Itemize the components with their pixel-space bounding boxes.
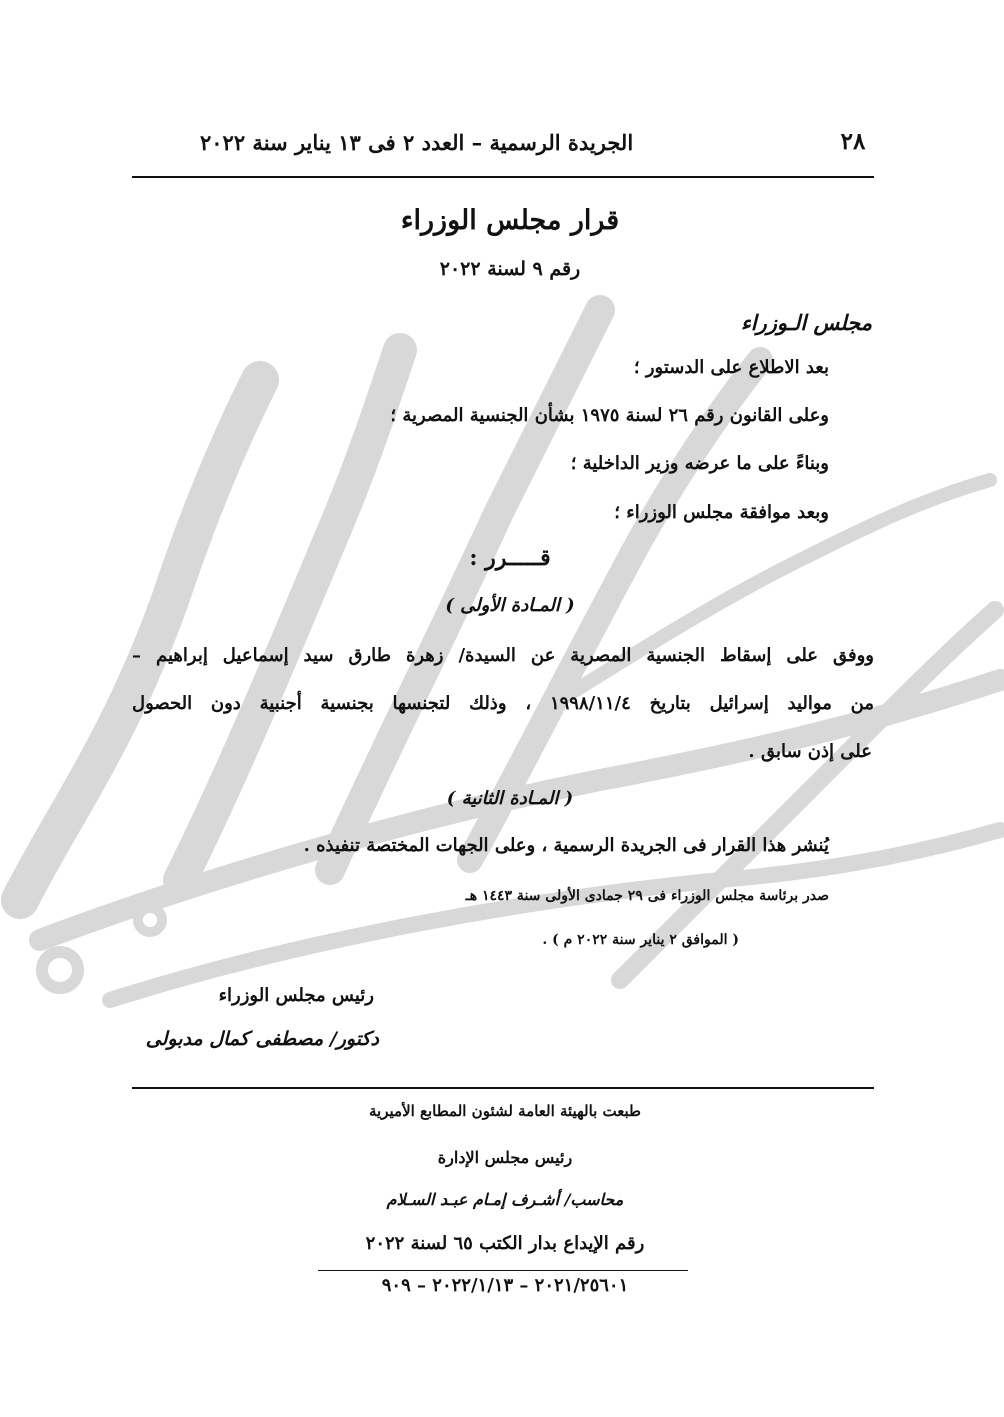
- issuer-heading: مجلس الـوزراء: [740, 310, 872, 335]
- article-2-text: يُنشر هذا القرار فى الجريدة الرسمية ، وعلى الجهات المختصة تنفيذه .: [303, 835, 829, 856]
- article-2-title: ( المـادة الثانية ): [446, 788, 574, 809]
- article-1-title: ( المـادة الأولى ): [445, 595, 575, 616]
- preamble-line: وبناءً على ما عرضه وزير الداخلية ؛: [570, 453, 829, 474]
- header-divider: [132, 176, 874, 178]
- signatory-name: دكتور/ مصطفى كمال مدبولى: [145, 1028, 379, 1050]
- printer-name: طبعت بالهيئة العامة لشئون المطابع الأميرية: [369, 1102, 641, 1120]
- board-chair-name: محاسب/ أشـرف إمـام عبـد السـلام: [386, 1190, 624, 1209]
- decree-title: قرار مجلس الوزراء: [400, 205, 620, 236]
- preamble-line: وبعد موافقة مجلس الوزراء ؛: [614, 502, 829, 523]
- signatory-title: رئيس مجلس الوزراء: [218, 985, 374, 1006]
- page-number: ٢٨: [840, 128, 866, 155]
- decree-number: رقم ٩ لسنة ٢٠٢٢: [439, 258, 581, 280]
- footer-divider: [132, 1087, 874, 1089]
- issued-date-hijri: صدر برئاسة مجلس الوزراء فى ٢٩ جمادى الأولى سنة ١٤٤٣ هـ: [465, 888, 829, 904]
- footer-code-divider: [318, 1270, 688, 1271]
- deposit-number: رقم الإيداع بدار الكتب ٦٥ لسنة ٢٠٢٢: [365, 1233, 645, 1254]
- preamble-line: وعلى القانون رقم ٢٦ لسنة ١٩٧٥ بشأن الجنسية المصرية ؛: [390, 405, 829, 426]
- board-chair-title: رئيس مجلس الإدارة: [437, 1148, 573, 1167]
- article-1-line: من مواليد إسرائيل بتاريخ ١٩٩٨/١١/٤ ، وذلك لتجنسها بجنسية أجنبية دون الحصول: [132, 693, 874, 714]
- issued-date-gregorian: ( الموافق ٢ يناير سنة ٢٠٢٢ م ) .: [542, 932, 739, 948]
- preamble-line: بعد الاطلاع على الدستور ؛: [633, 357, 829, 378]
- decided-heading: قـــــرر :: [469, 545, 551, 571]
- article-1-line: على إذن سابق .: [748, 741, 872, 762]
- gazette-header-title: الجريدة الرسمية – العدد ٢ فى ١٣ يناير سنة ٢٠٢٢: [200, 130, 634, 155]
- article-1-line: ووفق على إسقاط الجنسية المصرية عن السيدة/ زهرة طارق سيد إسماعيل إبراهيم –: [132, 645, 874, 666]
- publication-code: ٢٠٢١/٢٥٦٠١ – ٢٠٢٢/١/١٣ – ٩٠٩: [381, 1275, 629, 1296]
